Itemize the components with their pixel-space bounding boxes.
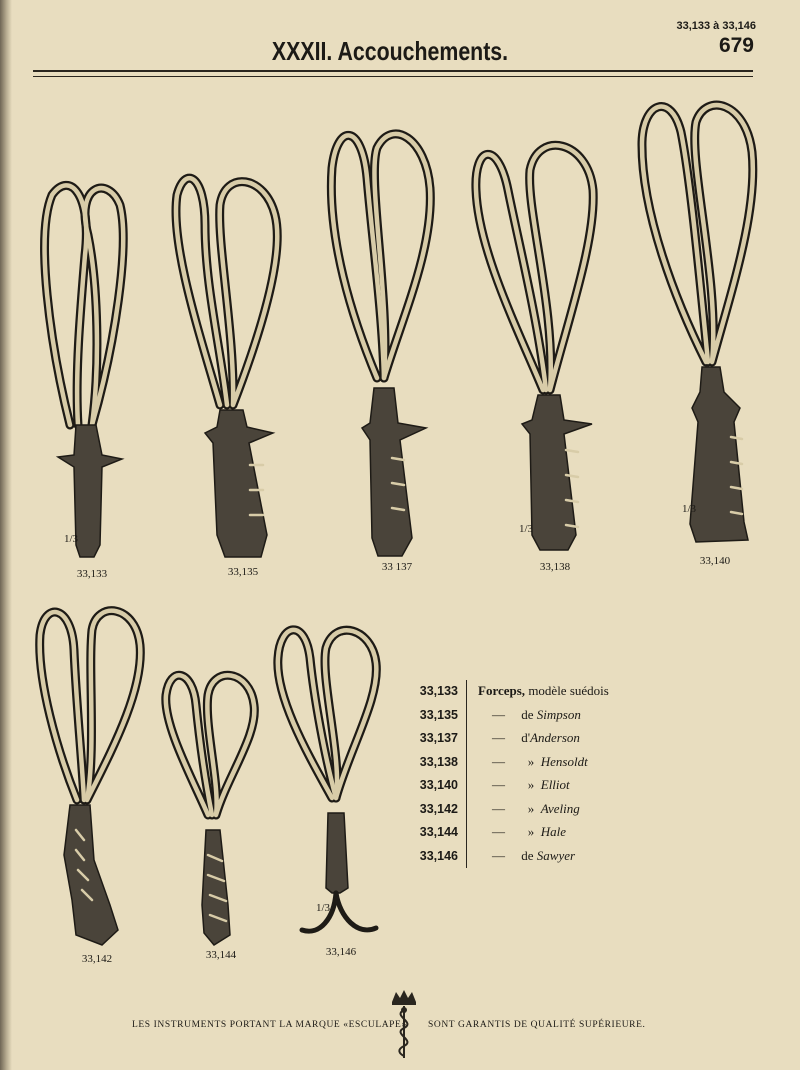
legend-dash: —: [492, 753, 505, 769]
page-range: 33,133 à 33,146: [676, 20, 756, 32]
figure-label-33133: 33,133: [76, 568, 108, 580]
scale-note-33146: 1/3: [316, 902, 331, 914]
legend-dash: —: [492, 800, 505, 816]
legend-separator: [466, 774, 467, 798]
legend-text: »: [527, 777, 535, 792]
footer-left-text: LES INSTRUMENTS PORTANT LA MARQUE «ESCULAPE»: [132, 1020, 407, 1030]
figure-label-33135: 33,135: [227, 566, 259, 578]
legend-separator: [466, 845, 467, 869]
legend-separator: [466, 680, 467, 704]
legend-text: »: [527, 824, 535, 839]
legend-name: Simpson: [536, 706, 581, 722]
legend-separator: [466, 751, 467, 775]
forceps-33138-illustration: [468, 130, 603, 560]
legend-description: [492, 707, 581, 723]
legend-number: 33,135: [419, 707, 458, 722]
legend-number: 33,137: [419, 731, 458, 745]
legend-row: [400, 821, 700, 845]
legend-row: [400, 845, 700, 869]
caduceus-crown-icon: [386, 988, 422, 1060]
legend-prefix: Forceps,: [478, 683, 526, 698]
forceps-33142-illustration: [32, 600, 152, 950]
figure-label-33138: 33,138: [539, 561, 571, 573]
header-rule: [33, 70, 753, 72]
figure-label-33140: 33,140: [699, 555, 731, 567]
legend-separator: [466, 798, 467, 822]
header-rule-thin: [33, 76, 753, 77]
legend-number: 33,138: [419, 754, 458, 769]
scale-note-33133: 1/3: [64, 533, 79, 545]
legend-dash: —: [492, 824, 505, 839]
page-number: 679: [718, 34, 754, 57]
legend-description: [492, 754, 588, 770]
legend-description: [492, 777, 570, 793]
forceps-33140-illustration: [636, 92, 761, 552]
legend-description: [492, 848, 575, 864]
legend-name: Hale: [540, 824, 567, 839]
forceps-33133-illustration: [30, 175, 140, 565]
book-binding-edge: [0, 0, 12, 1070]
legend-dash: —: [492, 706, 505, 722]
legend-number: 33,146: [419, 848, 458, 863]
forceps-33135-illustration: [165, 165, 295, 565]
legend-text: »: [527, 800, 535, 816]
legend-dash: —: [492, 847, 505, 863]
legend-text: de: [521, 847, 534, 863]
legend-row: [400, 798, 700, 822]
figure-label-33146: 33,146: [325, 946, 357, 958]
legend-name: Elliot: [540, 777, 570, 792]
legend-description: [492, 801, 580, 817]
legend-number: 33,133: [419, 684, 458, 698]
legend-row: [400, 774, 700, 798]
figure-label-33144: 33,144: [205, 949, 237, 961]
legend-description: [478, 683, 609, 699]
legend-name: Aveling: [540, 800, 580, 816]
forceps-33146-illustration: [270, 618, 390, 943]
legend-row: [400, 704, 700, 728]
legend-number: 33,140: [419, 778, 458, 792]
legend-text: »: [527, 753, 535, 769]
legend-name: Hensoldt: [540, 753, 588, 769]
legend-description: [492, 730, 580, 746]
legend-dash: —: [492, 777, 505, 792]
forceps-33144-illustration: [158, 665, 268, 950]
legend-separator: [466, 821, 467, 845]
catalog-legend: [400, 680, 700, 868]
legend-dash: —: [492, 730, 505, 745]
legend-text: modèle suédois: [528, 683, 609, 698]
legend-number: 33,142: [419, 801, 458, 816]
scale-note-33138: 1/3: [519, 523, 534, 535]
legend-number: 33,144: [419, 825, 458, 839]
legend-text: de: [521, 706, 534, 722]
figure-label-33142: 33,142: [81, 953, 113, 965]
legend-row: [400, 680, 700, 704]
footer-right-text: SONT GARANTIS DE QUALITÉ SUPÉRIEURE.: [428, 1020, 646, 1030]
legend-description: [492, 824, 566, 840]
legend-text: d': [521, 730, 531, 745]
legend-separator: [466, 704, 467, 728]
page-title: XXXII. Accouchements.: [271, 36, 509, 66]
figure-label-33137: 33 137: [381, 561, 413, 573]
legend-name: Sawyer: [536, 847, 576, 863]
scale-note-33140: 1/3: [682, 503, 697, 515]
legend-name: Anderson: [530, 730, 580, 745]
forceps-33137-illustration: [322, 118, 442, 563]
legend-row: [400, 727, 700, 751]
legend-separator: [466, 727, 467, 751]
legend-row: [400, 751, 700, 775]
